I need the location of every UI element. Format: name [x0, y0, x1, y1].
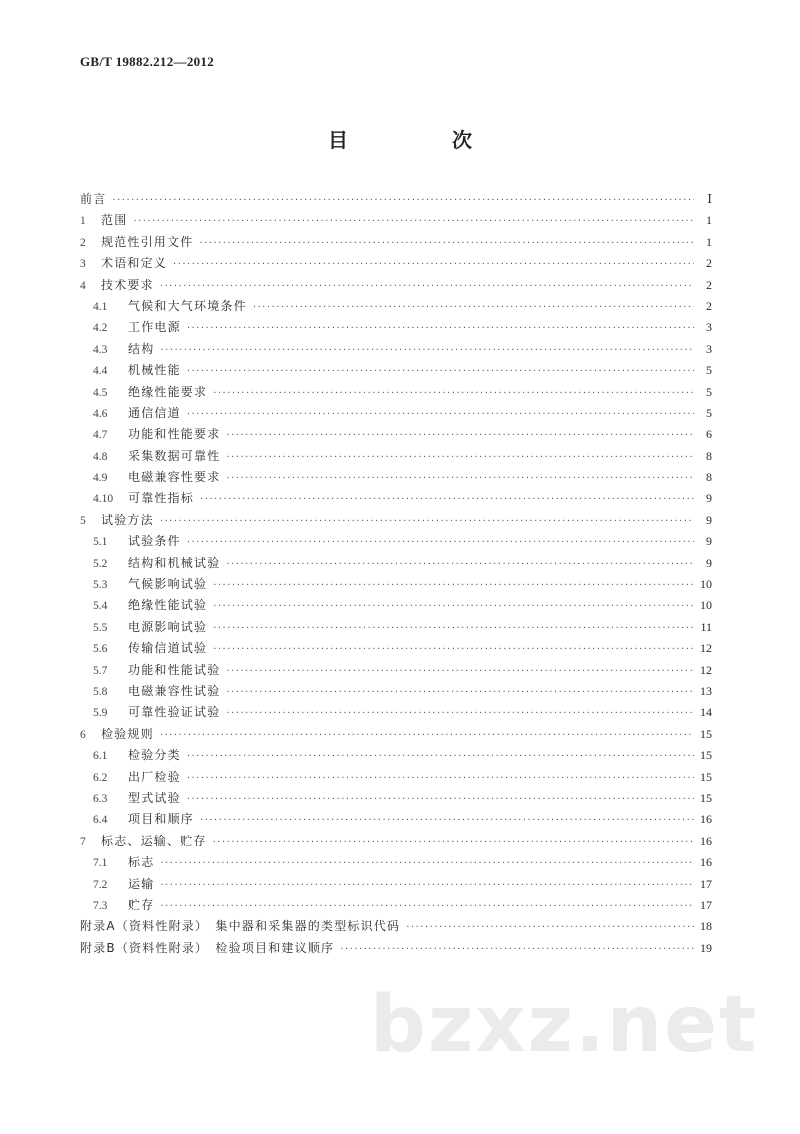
toc-entry-label: 技术要求 [101, 277, 154, 292]
toc-leader-dots [160, 511, 694, 532]
toc-entry-page: 10 [700, 598, 712, 613]
toc-entry-page: 2 [706, 256, 712, 271]
toc-entry[interactable] [80, 745, 712, 766]
watermark: bzxz.net [370, 980, 759, 1070]
toc-entry[interactable] [80, 488, 712, 509]
toc-leader-dots [226, 554, 694, 575]
toc-entry-label: 功能和性能要求 [128, 427, 221, 442]
toc-entry[interactable] [80, 296, 712, 317]
toc-leader-dots [187, 404, 694, 425]
toc-entry-page: 16 [700, 812, 712, 827]
toc-entry-page: 18 [700, 919, 712, 934]
toc-entry-label: 试验条件 [128, 534, 181, 549]
toc-entry[interactable] [80, 595, 712, 616]
toc-entry-number: 5.5 [93, 621, 108, 634]
toc-entry-label: 标志、运输、贮存 [101, 833, 207, 848]
toc-entry-label: 标志 [128, 855, 155, 870]
toc-entry-page: 1 [706, 234, 712, 249]
toc-leader-dots [187, 746, 694, 767]
toc-entry-page: Ⅰ [707, 192, 712, 206]
toc-entry-page: 5 [706, 363, 712, 378]
toc-entry[interactable] [80, 531, 712, 552]
toc-entry[interactable] [80, 339, 712, 360]
toc-entry[interactable] [80, 638, 712, 659]
toc-entry-label: 项目和顺序 [128, 812, 195, 827]
toc-entry-number: 4.1 [93, 300, 108, 313]
toc-entry[interactable] [80, 831, 712, 852]
toc-entry-page: 15 [700, 790, 712, 805]
toc-leader-dots [160, 875, 694, 896]
toc-entry-number: 6.1 [93, 750, 108, 763]
toc-leader-dots [226, 661, 694, 682]
toc-entry-number: 4.4 [93, 365, 108, 378]
toc-entry-number: 5.2 [93, 557, 108, 570]
toc-entry-page: 17 [700, 876, 712, 891]
page-title: 目 次 [328, 128, 514, 152]
toc-entry-number: 6.2 [93, 771, 108, 784]
toc-entry[interactable] [80, 724, 712, 745]
toc-entry[interactable] [80, 809, 712, 830]
toc-entry-label: 电磁兼容性试验 [128, 683, 221, 698]
toc-entry[interactable] [80, 574, 712, 595]
toc-entry-page: 9 [706, 491, 712, 506]
toc-entry[interactable] [80, 938, 712, 959]
toc-leader-dots [226, 682, 694, 703]
toc-entry-label: 电磁兼容性要求 [128, 470, 221, 485]
toc-leader-dots [160, 276, 694, 297]
toc-leader-dots [199, 233, 694, 254]
toc-entry[interactable] [80, 617, 712, 638]
toc-entry-page: 14 [700, 705, 712, 720]
toc-entry[interactable] [80, 788, 712, 809]
toc-entry-label: 通信信道 [128, 405, 181, 420]
toc-entry-number: 7.3 [93, 899, 108, 912]
toc-entry-label: 传输信道试验 [128, 641, 208, 656]
toc-entry-number: 3 [80, 258, 86, 271]
toc-entry-page: 13 [700, 683, 712, 698]
toc-entry-number: 1 [80, 215, 86, 228]
toc-entry-label: 检验分类 [128, 748, 181, 763]
toc-entry-page: 19 [700, 940, 712, 955]
toc-entry[interactable] [80, 189, 712, 210]
toc-leader-dots [226, 468, 694, 489]
toc-leader-dots [187, 361, 694, 382]
toc-entry-number: 4.7 [93, 429, 108, 442]
toc-leader-dots [160, 853, 694, 874]
toc-entry-label: 气候和大气环境条件 [128, 298, 247, 313]
toc-entry-label: 范围 [101, 213, 128, 228]
toc-entry-number: 2 [80, 236, 86, 249]
toc-leader-dots [213, 383, 694, 404]
toc-entry-number: 6 [80, 728, 86, 741]
toc-entry[interactable] [80, 210, 712, 231]
toc-entry-page: 6 [706, 427, 712, 442]
toc-entry-label: 型式试验 [128, 790, 181, 805]
toc-entry-label: 术语和定义 [101, 256, 168, 271]
toc-leader-dots [187, 532, 694, 553]
table-of-contents [80, 189, 712, 959]
toc-entry-number: 4.8 [93, 450, 108, 463]
toc-entry[interactable] [80, 553, 712, 574]
toc-entry-page: 1 [706, 213, 712, 228]
toc-entry-label: 结构 [128, 341, 155, 356]
toc-entry-number: 7.1 [93, 857, 108, 870]
toc-entry-label: 附录A（资料性附录） 集中器和采集器的类型标识代码 [80, 919, 401, 934]
toc-entry-number: 6.3 [93, 792, 108, 805]
toc-leader-dots [213, 618, 694, 639]
toc-entry-label: 采集数据可靠性 [128, 448, 221, 463]
toc-entry[interactable] [80, 360, 712, 381]
toc-leader-dots [213, 596, 694, 617]
standard-code: GB/T 19882.212—2012 [80, 54, 215, 69]
toc-leader-dots [213, 575, 694, 596]
toc-entry-label: 前言 [80, 192, 107, 206]
toc-leader-dots [226, 425, 694, 446]
toc-entry[interactable] [80, 874, 712, 895]
toc-entry-number: 7 [80, 835, 86, 848]
toc-leader-dots [406, 917, 694, 938]
toc-entry-label: 检验规则 [101, 726, 154, 741]
toc-entry-page: 9 [706, 555, 712, 570]
toc-leader-dots [160, 896, 694, 917]
toc-entry-number: 4.3 [93, 343, 108, 356]
toc-leader-dots [187, 789, 694, 810]
toc-entry-number: 4.5 [93, 386, 108, 399]
toc-entry-page: 5 [706, 405, 712, 420]
toc-entry-page: 15 [700, 726, 712, 741]
toc-entry-number: 4.10 [93, 493, 114, 506]
toc-entry-label: 工作电源 [128, 320, 181, 335]
toc-entry-number: 5 [80, 514, 86, 527]
toc-entry-page: 8 [706, 448, 712, 463]
toc-leader-dots [187, 318, 694, 339]
toc-entry-label: 试验方法 [101, 512, 154, 527]
toc-entry-label: 贮存 [128, 897, 155, 912]
toc-entry-label: 出厂检验 [128, 769, 181, 784]
toc-entry-number: 4.2 [93, 322, 108, 335]
toc-entry-label: 功能和性能试验 [128, 662, 221, 677]
toc-entry-label: 绝缘性能试验 [128, 598, 208, 613]
toc-entry[interactable] [80, 446, 712, 467]
toc-entry-label: 可靠性指标 [128, 491, 195, 506]
toc-entry-page: 9 [706, 512, 712, 527]
toc-entry-page: 2 [706, 277, 712, 292]
toc-leader-dots [213, 832, 694, 853]
toc-entry-label: 规范性引用文件 [101, 234, 194, 249]
toc-entry-label: 绝缘性能要求 [128, 384, 208, 399]
toc-entry[interactable] [80, 253, 712, 274]
toc-leader-dots [187, 768, 694, 789]
toc-entry-page: 12 [700, 662, 712, 677]
toc-entry-page: 8 [706, 470, 712, 485]
toc-entry-label: 电源影响试验 [128, 619, 208, 634]
toc-entry-label: 运输 [128, 876, 155, 891]
toc-entry-number: 5.6 [93, 643, 108, 656]
toc-entry-label: 气候影响试验 [128, 577, 208, 592]
toc-entry-page: 12 [700, 641, 712, 656]
toc-entry[interactable] [80, 510, 712, 531]
toc-entry-page: 15 [700, 769, 712, 784]
toc-leader-dots [200, 489, 694, 510]
toc-entry[interactable] [80, 403, 712, 424]
toc-entry[interactable] [80, 232, 712, 253]
toc-entry-label: 结构和机械试验 [128, 555, 221, 570]
toc-entry[interactable] [80, 317, 712, 338]
toc-entry-number: 5.7 [93, 664, 108, 677]
toc-entry-number: 5.8 [93, 685, 108, 698]
toc-entry-number: 7.2 [93, 878, 108, 891]
toc-entry-number: 5.9 [93, 707, 108, 720]
toc-entry[interactable] [80, 895, 712, 916]
toc-entry-number: 5.3 [93, 579, 108, 592]
toc-leader-dots [226, 447, 694, 468]
toc-entry[interactable] [80, 382, 712, 403]
toc-entry-number: 4 [80, 279, 86, 292]
toc-leader-dots [160, 725, 694, 746]
toc-entry-number: 6.4 [93, 814, 108, 827]
toc-entry[interactable] [80, 702, 712, 723]
toc-entry[interactable] [80, 916, 712, 937]
toc-entry-page: 9 [706, 534, 712, 549]
toc-entry-page: 16 [700, 833, 712, 848]
toc-entry-page: 5 [706, 384, 712, 399]
toc-entry-page: 3 [706, 320, 712, 335]
toc-entry[interactable] [80, 852, 712, 873]
toc-entry[interactable] [80, 467, 712, 488]
toc-entry[interactable] [80, 275, 712, 296]
toc-entry[interactable] [80, 660, 712, 681]
toc-entry-page: 11 [700, 619, 712, 634]
toc-entry-label: 附录B（资料性附录） 检验项目和建议顺序 [80, 940, 335, 955]
toc-leader-dots [253, 297, 694, 318]
toc-entry-page: 16 [700, 855, 712, 870]
toc-entry-label: 机械性能 [128, 363, 181, 378]
toc-leader-dots [213, 639, 694, 660]
toc-entry-page: 15 [700, 748, 712, 763]
toc-entry-number: 4.6 [93, 407, 108, 420]
toc-entry[interactable] [80, 424, 712, 445]
toc-entry-page: 17 [700, 897, 712, 912]
toc-leader-dots [160, 340, 694, 361]
toc-leader-dots [340, 939, 694, 960]
toc-entry-label: 可靠性验证试验 [128, 705, 221, 720]
toc-entry[interactable] [80, 681, 712, 702]
toc-entry-number: 5.1 [93, 536, 108, 549]
toc-entry-number: 5.4 [93, 600, 108, 613]
toc-entry-page: 2 [706, 298, 712, 313]
toc-entry[interactable] [80, 767, 712, 788]
toc-leader-dots [173, 254, 694, 275]
toc-entry-number: 4.9 [93, 472, 108, 485]
toc-entry-page: 10 [700, 577, 712, 592]
toc-entry-page: 3 [706, 341, 712, 356]
toc-leader-dots [200, 810, 694, 831]
toc-leader-dots [133, 211, 694, 232]
toc-leader-dots [226, 703, 694, 724]
toc-leader-dots [112, 190, 694, 211]
